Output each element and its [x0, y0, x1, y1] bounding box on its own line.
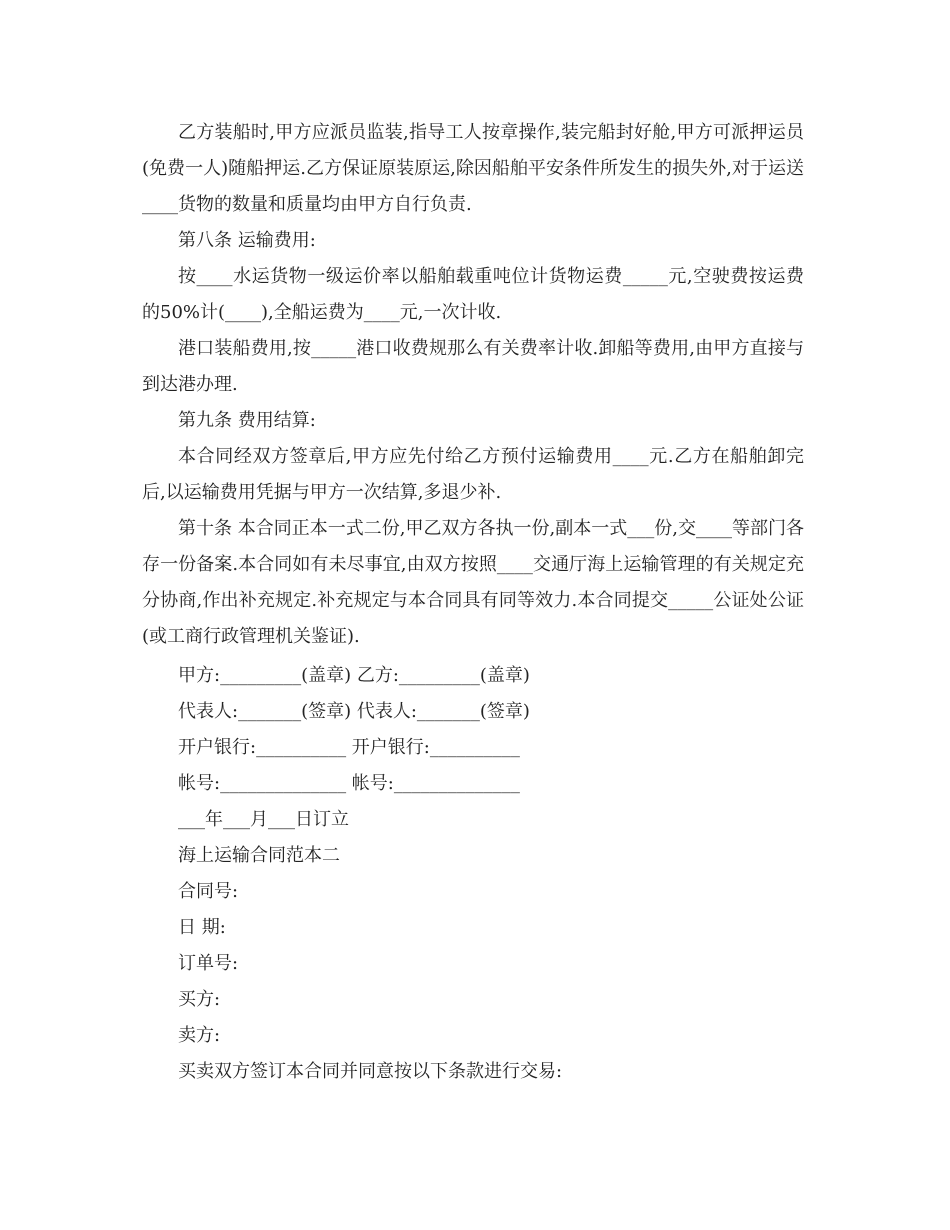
article-8-heading: 第八条 运输费用: — [178, 230, 316, 251]
seller-label: 卖方: — [178, 1025, 221, 1046]
order-number-label: 订单号: — [178, 953, 239, 974]
contract-2-title: 海上运输合同范本二 — [178, 845, 340, 866]
date-label: 日 期: — [178, 917, 226, 938]
contract-number-label: 合同号: — [178, 881, 239, 902]
buyer-label: 买方: — [178, 989, 221, 1010]
port-fees-paragraph: 港口装船费用,按_____港口收费规那么有关费率计收.卸船等费用,由甲方直接与到达港办理. — [142, 338, 804, 395]
article-9-heading: 第九条 费用结算: — [178, 410, 316, 431]
signature-bank-line: 开户银行:__________ 开户银行:__________ — [178, 737, 520, 758]
signature-account-line: 帐号:______________ 帐号:______________ — [178, 773, 520, 794]
loading-supervision-paragraph: 乙方装船时,甲方应派员监装,指导工人按章操作,装完船封好舱,甲方可派押运员(免费一人)随船押运.乙方保证原装原运,除因船舶平安条件所发生的损失外,对于运送____货物的数量和质量均由甲方自行负责. — [142, 122, 804, 215]
signature-parties-line: 甲方:_________(盖章) 乙方:_________(盖章) — [178, 665, 530, 686]
settlement-paragraph: 本合同经双方签章后,甲方应先付给乙方预付运输费用____元.乙方在船舶卸完后,以运输费用凭据与甲方一次结算,多退少补. — [142, 446, 804, 503]
freight-paragraph: 按____水运货物一级运价率以船舶载重吨位计货物运费_____元,空驶费按运费的50%计(____),全船运费为____元,一次计收. — [142, 266, 804, 323]
article-10-paragraph: 第十条 本合同正本一式二份,甲乙双方各执一份,副本一式___份,交____等部门各存一份备案.本合同如有未尽事宜,由双方按照____交通厅海上运输管理的有关规定充分协商,作出补充规定.补充规定与本合同具有同等效力.本合同提交_____公证处公证(或工商行政管理机关鉴证). — [142, 518, 804, 647]
contract-2-intro: 买卖双方签订本合同并同意按以下条款进行交易: — [178, 1061, 563, 1082]
signature-representatives-line: 代表人:_______(签章) 代表人:_______(签章) — [178, 701, 530, 722]
signature-date-line: ___年___月___日订立 — [178, 809, 349, 830]
